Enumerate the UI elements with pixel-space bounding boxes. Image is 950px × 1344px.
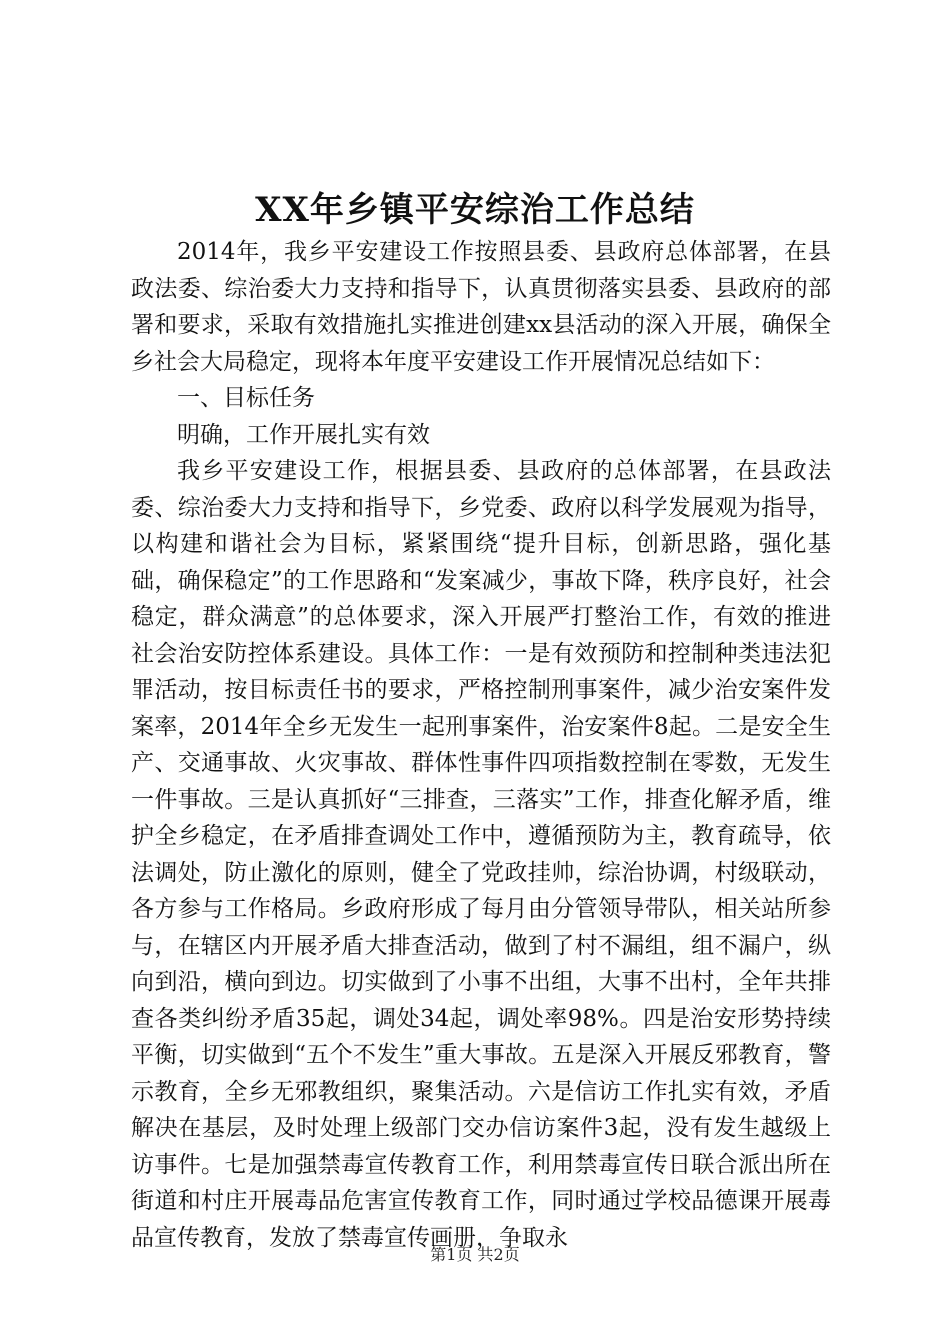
document-title: XX年乡镇平安综治工作总结 <box>255 190 695 230</box>
document-body <box>131 234 831 1256</box>
section-subheading: 明确，工作开展扎实有效 <box>177 421 430 448</box>
section-heading: 一、目标任务 <box>177 385 315 411</box>
page-footer: 第1页 共2页 <box>430 1245 520 1264</box>
body-paragraph: 我乡平安建设工作，根据县委、县政府的总体部署，在县政法委、综治委大力支持和指导下，乡党委、政府以科学发展观为指导，以构建和谐社会为目标，紧紧围绕“提升目标，创新思路，强化基础，确保稳定”的工作思路和“发案减少，事故下降，秩序良好，社会稳定，群众满意”的总体要求，深入开展严打整治工作，有效的推进社会治安防控体系建设。具体工作：一是有效预防和控制种类违法犯罪活动，按目标责任书的要求，严格控制刑事案件，减少治安案件发案率，2014年全乡无发生一起刑事案件，治安案件8起。二是安全生产、交通事故、火灾事故、群体性事件四项指数控制在零数，无发生一件事故。三是认真抓好“三排查，三落实”工作，排查化解矛盾，维护全乡稳定，在矛盾排查调处工作中，遵循预防为主，教育疏导，依法调处，防止激化的原则，健全了党政挂帅，综治协调，村级联动，各方参与工作格局。乡政府形成了每月由分管领导带队，相关站所参与，在辖区内开展矛盾大排查活动，做到了村不漏组，组不漏户，纵向到沿，横向到边。切实做到了小事不出组，大事不出村，全年共排查各类纠纷矛盾35起，调处34起，调处率98%。四是治安形势持续平衡，切实做到“五个不发生”重大事故。五是深入开展反邪教育，警示教育，全乡无邪教组织，聚集活动。六是信访工作扎实有效，矛盾解决在基层，及时处理上级部门交办信访案件3起，没有发生越级上访事件。七是加强禁毒宣传教育工作，利用禁毒宣传日联合派出所在街道和村庄开展毒品危害宣传教育工作，同时通过学校品德课开展毒品宣传教育，发放了禁毒宣传画册，争取永 <box>131 458 831 1251</box>
intro-paragraph: 2014年，我乡平安建设工作按照县委、县政府总体部署，在县政法委、综治委大力支持和指导下，认真贯彻落实县委、县政府的部署和要求，采取有效措施扎实推进创建xx县活动的深入开展，确保全乡社会大局稳定，现将本年度平安建设工作开展情况总结如下： <box>131 239 831 375</box>
